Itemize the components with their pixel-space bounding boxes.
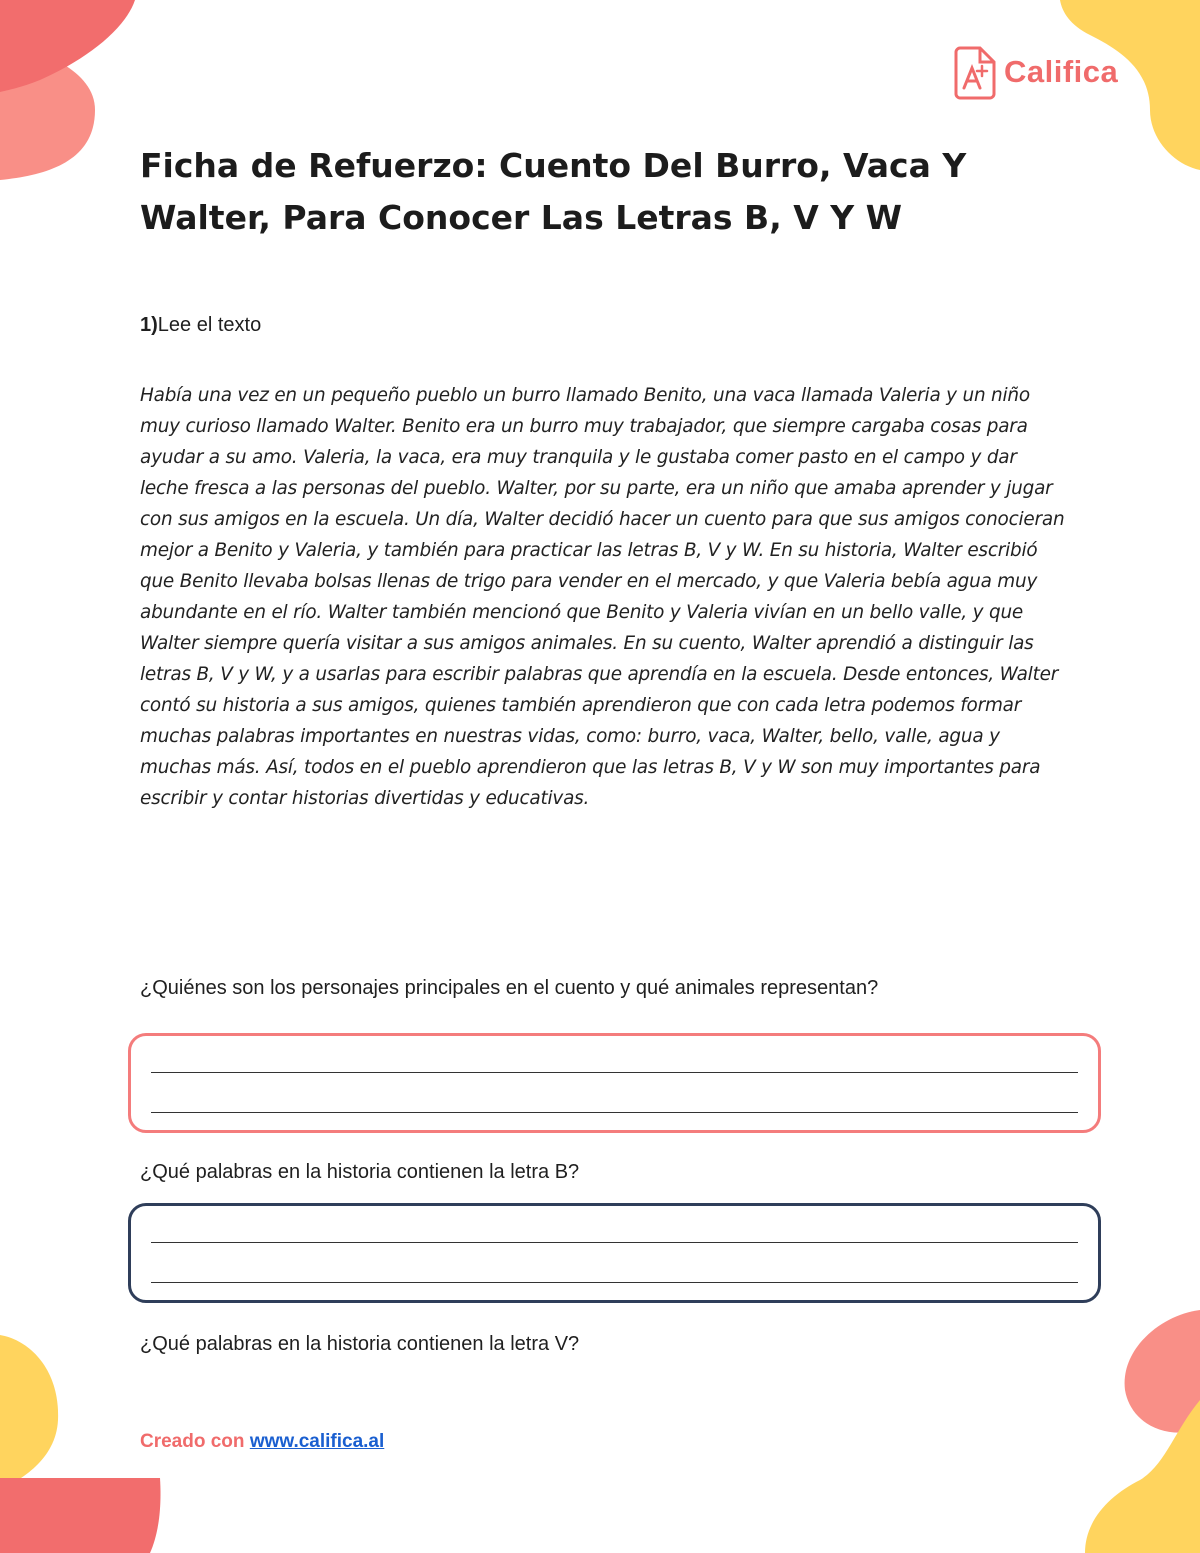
answer-line[interactable] [151, 1072, 1078, 1073]
brand-name: Califica [1004, 54, 1119, 89]
califica-logo [952, 44, 1118, 100]
answer-line[interactable] [151, 1242, 1078, 1243]
blob-bottom-right-salmon [1125, 1310, 1200, 1433]
instruction-text: Lee el texto [157, 314, 262, 336]
answer-line[interactable] [151, 1112, 1078, 1113]
page-title: Ficha de Refuerzo: Cuento Del Burro, Vaca Y Walter, Para Conocer Las Letras B, V Y W [140, 146, 967, 237]
a-plus-doc-icon [952, 44, 1000, 100]
answer-box-1[interactable] [128, 1033, 1101, 1133]
answer-box-2[interactable] [128, 1203, 1101, 1303]
answer-line[interactable] [151, 1282, 1078, 1283]
question-2: ¿Qué palabras en la historia contienen la letra B? [140, 1161, 580, 1183]
instruction [140, 314, 261, 337]
blob-bottom-left-yellow [0, 1335, 58, 1490]
story-text: Había una vez en un pequeño pueblo un burro llamado Benito, una vaca llamada Valeria y un niño muy curioso llamado Walter. Benito era un burro muy trabajador, que siempre cargaba cosas para ayudar a su amo. Valeria, la vaca, era muy tranquila y le gustaba comer pasto en el campo y dar leche fresca a las personas del pueblo. Walter, por su parte, era un niño que amaba aprender y jugar con sus amigos en la escuela. Un día, Walter decidió hacer un cuento para que sus amigos conocieran mejor a Benito y Valeria, y también para practicar las letras B, V y W. En su historia, Walter escribió que Benito llevaba bolsas llenas de trigo para vender en el mercado, y que Valeria bebía agua muy abundante en el río. Walter también mencionó que Benito y Valeria vivían en un bello valle, y que Walter siempre quería visitar a sus amigos animales. En su cuento, Walter aprendió a distinguir las letras B, V y W, y a usarlas para escribir palabras que aprendía en la escuela. Desde entonces, Walter contó su historia a sus amigos, quienes también aprendieron que con cada letra podemos formar muchas palabras importantes en nuestras vidas, como: burro, vaca, Walter, bello, valle, agua y muchas más. Así, todos en el pueblo aprendieron que las letras B, V y W son muy importantes para escribir y contar historias divertidas y educativas. [140, 385, 1065, 809]
footer-link[interactable]: www.califica.al [249, 1431, 385, 1452]
question-3: ¿Qué palabras en la historia contienen la letra V? [140, 1333, 580, 1355]
instruction-number: 1) [140, 314, 158, 336]
question-1: ¿Quiénes son los personajes principales en el cuento y qué animales representan? [140, 977, 879, 999]
blob-bottom-left-red [0, 1478, 161, 1553]
footer-prefix: Creado con [140, 1431, 250, 1452]
footer-credit [140, 1431, 384, 1453]
